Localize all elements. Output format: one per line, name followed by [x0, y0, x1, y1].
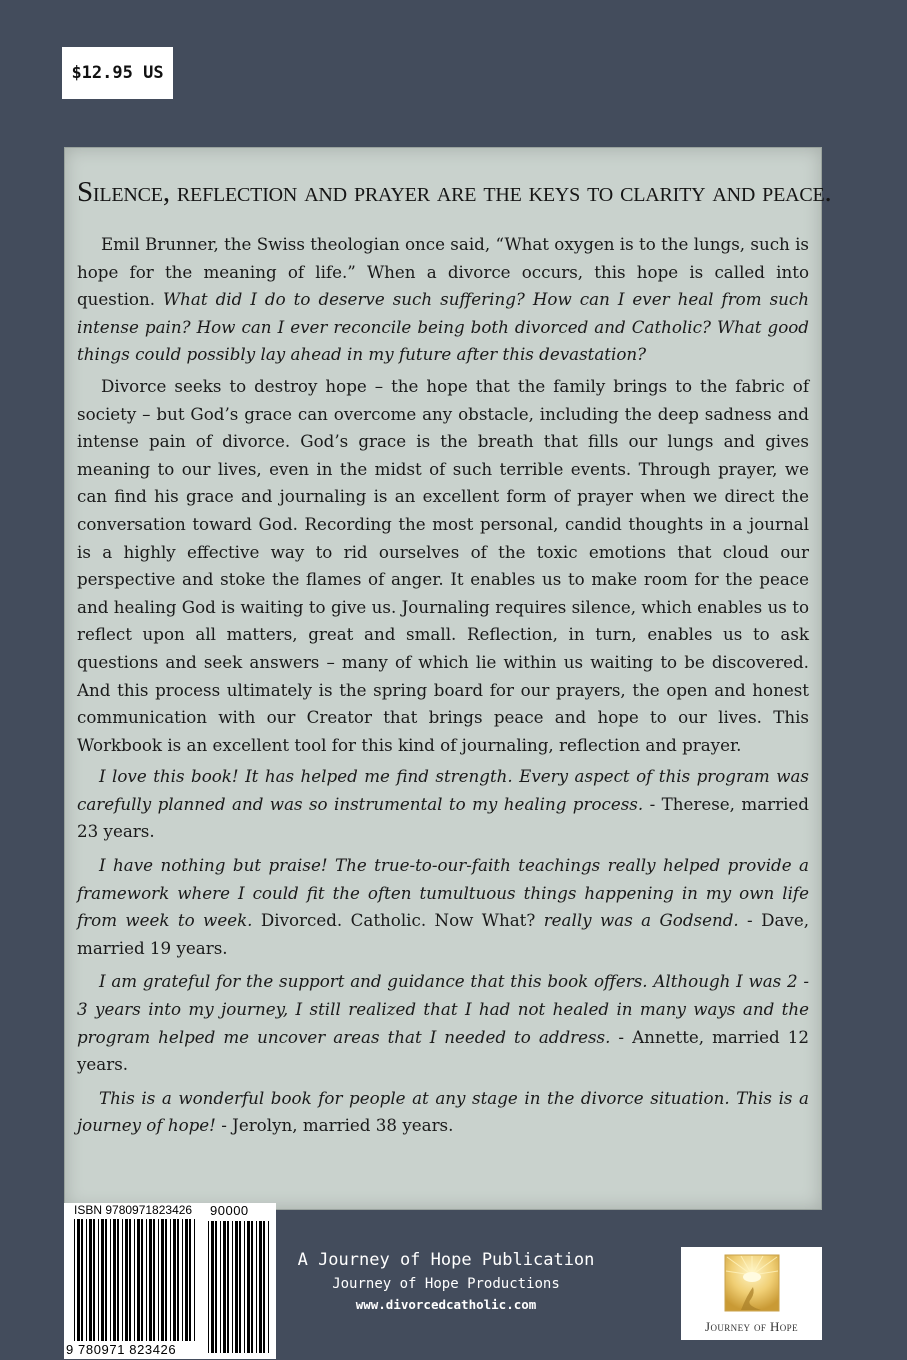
testimonial-attribution: - Therese, married 23 years. [77, 793, 809, 842]
testimonial-therese [77, 763, 809, 846]
testimonial-annette [77, 968, 809, 1078]
back-cover-text-panel [64, 147, 832, 1210]
publisher-block [286, 1250, 606, 1312]
testimonial-quote: This is a wonderful book for people at any stage in the divorce situation. This is a journey of hope! [77, 1087, 809, 1136]
paragraph-intro-text: Emil Brunner, the Swiss theologian once said, “What oxygen is to the lungs, such is hope for the meaning of life.” When a divorce occurs, this hope is called into question. [77, 234, 809, 310]
paragraph-intro-questions: What did I do to deserve such suffering? How can I ever heal from such intense pain? How can I ever reconcile being both divorced and Catholic? What good things could possibly lay ahead in my future after this devastation? [77, 289, 809, 365]
logo-caption: Journey of Hope [705, 1319, 798, 1334]
paragraph-main-text: Divorce seeks to destroy hope – the hope that the family brings to the fabric of society – but God’s grace can overcome any obstacle, including the deep sadness and intense pain of divorce. God’s grace is the breath that fills our lungs and gives meaning to our lives, even in the midst of such terrible events. Through prayer, we can find his grace and journaling is an excellent form of prayer when we direct the conversation toward God. Recording the most personal, candid thoughts in a journal is a highly effective way to rid ourselves of the toxic emotions that cloud our perspective and stoke the flames of anger. It enables us to make room for the peace and healing God is waiting to give us. Journaling requires silence, which enables us to reflect upon all matters, great and small. Reflection, in turn, enables us to ask questions and seek answers – many of which lie within us waiting to be discovered. And this process ultimately is the spring board for our prayers, the open and honest communication with our Creator that brings peace and hope to our lives. This Workbook is an excellent tool for this kind of journaling, reflection and prayer. [77, 375, 809, 755]
testimonial-attribution: - Jerolyn, married 38 years. [215, 1115, 454, 1136]
testimonial-dave [77, 852, 809, 962]
testimonial-attribution: - Annette, married 12 years. [77, 1026, 809, 1075]
productions-line: Journey of Hope Productions [332, 1276, 560, 1292]
paragraph-intro [77, 231, 809, 369]
price-text: $12.95 US [71, 63, 164, 83]
price-tag [62, 47, 173, 99]
paragraph-main [77, 373, 809, 759]
testimonial-jerolyn [77, 1085, 809, 1140]
journey-of-hope-logo [681, 1247, 822, 1340]
isbn-label: ISBN 9780971823426 [74, 1203, 193, 1217]
book-title-reference: Divorced. Catholic. Now What? [252, 910, 544, 931]
headline: Silence, reflection and prayer are the keys to clarity and peace. [77, 176, 832, 208]
testimonial-quote: I love this book! It has helped me find strength. Every aspect of this program was carefully planned and was so instrumental to my healing process. [77, 766, 809, 814]
publication-line: A Journey of Hope Publication [297, 1250, 595, 1270]
isbn-barcode [64, 1203, 276, 1359]
testimonial-quote: I am grateful for the support and guidance that this book offers. Although I was 2 - 3 years into my journey, I still realized that I had not healed in many ways and the program helped me uncover areas that I needed to address. [77, 971, 809, 1047]
testimonial-attribution: - Dave, married 19 years. [77, 910, 810, 958]
body-text [77, 231, 809, 1140]
testimonial-quote-continued: really was a Godsend. [543, 910, 739, 931]
barcode-addon-digits: 90000 [210, 1203, 249, 1218]
website-line: www.divorcedcatholic.com [355, 1297, 537, 1312]
testimonial-quote: I have nothing but praise! The true-to-our-faith teachings really helped provide a framework where I could fit the often tumultuous things happening in my own life from week to week. [77, 855, 809, 931]
barcode-bars-icon [64, 1203, 276, 1359]
barcode-digits: 9 780971 823426 [66, 1342, 177, 1357]
